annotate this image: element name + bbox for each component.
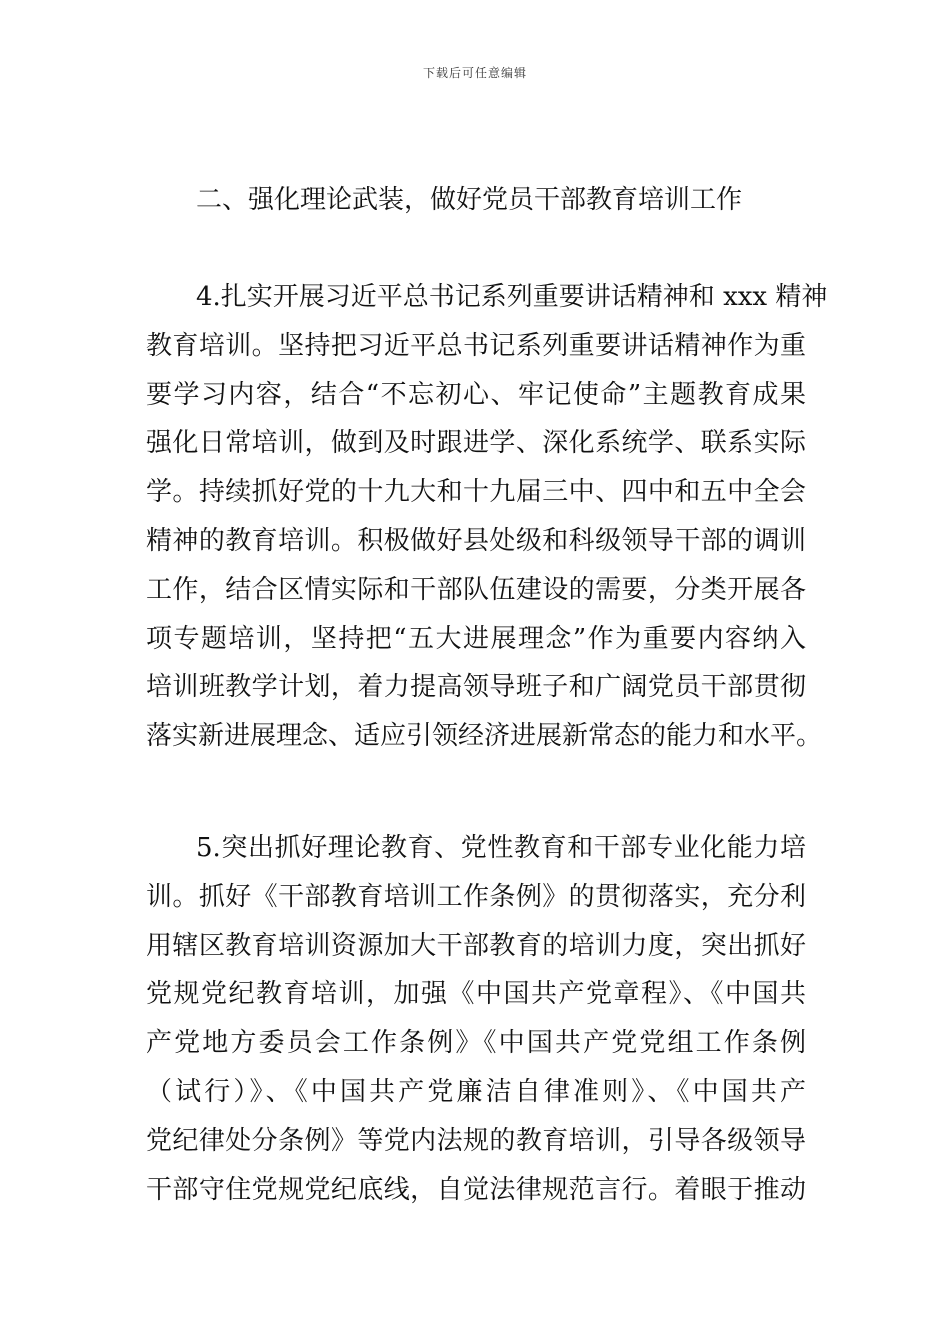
paragraph-line: 培训班教学计划，着力提高领导班子和广阔党员干部贯彻 [146, 672, 806, 703]
paragraph-line: 学。持续抓好党的十九大和十九届三中、四中和五中全会 [146, 477, 806, 508]
paragraph-line: 教育培训。坚持把习近平总书记系列重要讲话精神作为重 [146, 330, 806, 361]
paragraph-line: 强化日常培训，做到及时跟进学、深化系统学、联系实际 [146, 428, 806, 459]
paragraph-line: 落实新进展理念、适应引领经济进展新常态的能力和水平。 [146, 721, 823, 752]
paragraph-item-4 [146, 273, 828, 761]
paragraph-line: 工作，结合区情实际和干部队伍建设的需要，分类开展各 [146, 574, 806, 605]
paragraph-line: （试行）》、《中国共产党廉洁自律准则》、《中国共产 [146, 1076, 806, 1107]
paragraph-line: 训。抓好《干部教育培训工作条例》的贯彻落实，充分利 [146, 881, 806, 912]
paragraph-line: 要学习内容，结合“不忘初心、牢记使命”主题教育成果 [146, 379, 806, 410]
section-heading: 二、强化理论武装，做好党员干部教育培训工作 [196, 185, 743, 215]
paragraph-line: 精神的教育培训。积极做好县处级和科级领导干部的调训 [146, 525, 806, 556]
paragraph-item-5 [146, 824, 806, 1214]
paragraph-line: 干部守住党规党纪底线，自觉法律规范言行。着眼于推动 [146, 1174, 806, 1205]
paragraph-line: 用辖区教育培训资源加大干部教育的培训力度，突出抓好 [146, 930, 806, 961]
paragraph-line: 项专题培训，坚持把“五大进展理念”作为重要内容纳入 [146, 623, 806, 654]
page-header-note: 下载后可任意编辑 [422, 66, 527, 80]
paragraph-line: 5.突出抓好理论教育、党性教育和干部专业化能力培 [196, 833, 806, 863]
paragraph-line: 党规党纪教育培训，加强《中国共产党章程》、《中国共 [146, 979, 806, 1010]
paragraph-line: 党纪律处分条例》等党内法规的教育培训，引导各级领导 [146, 1125, 806, 1156]
paragraph-line: 4.扎实开展习近平总书记系列重要讲话精神和 xxx 精神 [196, 282, 828, 312]
paragraph-line: 产党地方委员会工作条例》《中国共产党党组工作条例 [146, 1028, 806, 1059]
